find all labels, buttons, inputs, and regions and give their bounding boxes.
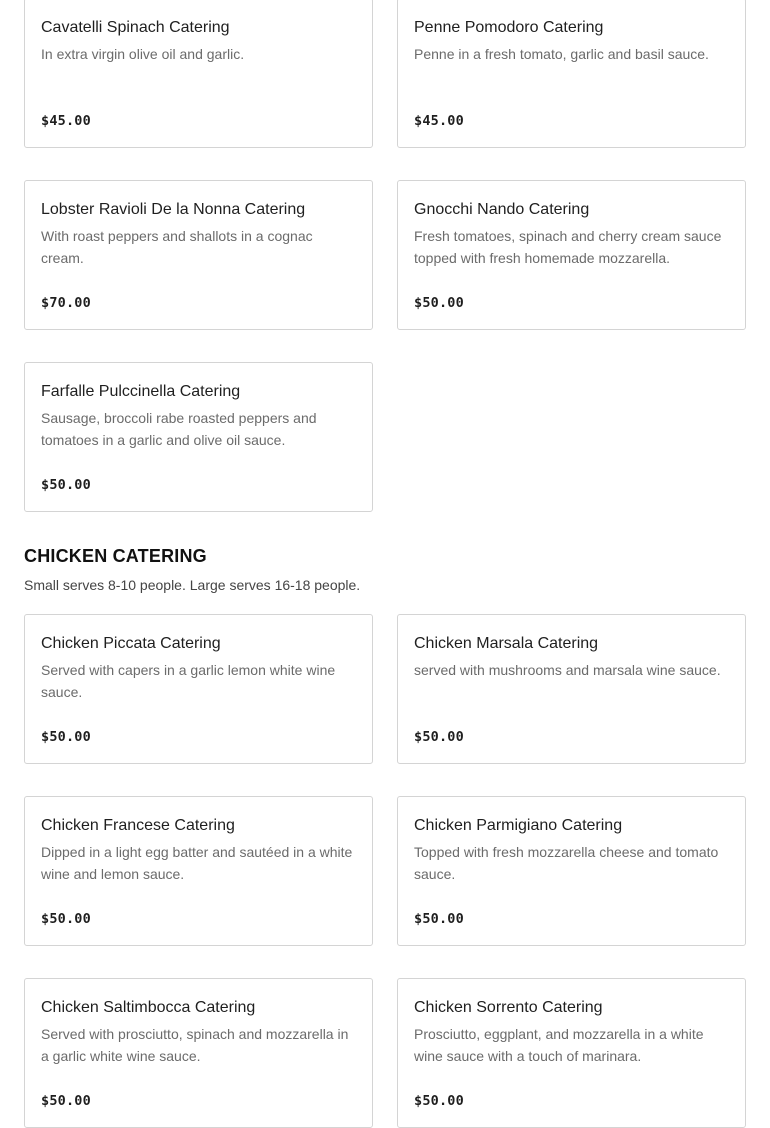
item-description: With roast peppers and shallots in a cognac cream.: [41, 228, 313, 266]
section-title: CHICKEN CATERING: [24, 546, 207, 566]
item-price: $50.00: [41, 477, 91, 493]
menu-item-card[interactable]: [397, 978, 746, 1128]
item-name: Gnocchi Nando Catering: [414, 201, 590, 218]
item-name: Chicken Francese Catering: [41, 817, 235, 834]
item-name: Chicken Sorrento Catering: [414, 999, 603, 1016]
menu-item-card[interactable]: [24, 614, 373, 764]
pasta-items-grid: [24, 0, 746, 512]
chicken-items-grid: [24, 614, 746, 1128]
item-price: $50.00: [41, 911, 91, 927]
item-price: $45.00: [414, 113, 464, 129]
menu-item-card[interactable]: [397, 614, 746, 764]
menu-item-card[interactable]: [24, 180, 373, 330]
menu-item-card[interactable]: [24, 978, 373, 1128]
item-description: served with mushrooms and marsala wine sauce.: [414, 662, 721, 678]
menu-item-card[interactable]: [24, 362, 373, 512]
menu-item-card[interactable]: [397, 180, 746, 330]
item-description: Prosciutto, eggplant, and mozzarella in a white wine sauce with a touch of marinara.: [414, 1026, 704, 1064]
item-description: Dipped in a light egg batter and sautéed in a white wine and lemon sauce.: [41, 844, 353, 882]
item-name: Penne Pomodoro Catering: [414, 19, 604, 36]
item-price: $50.00: [414, 1093, 464, 1109]
catering-menu: [24, 0, 746, 1128]
item-name: Lobster Ravioli De la Nonna Catering: [41, 201, 306, 218]
item-description: Sausage, broccoli rabe roasted peppers and tomatoes in a garlic and olive oil sauce.: [41, 410, 317, 448]
item-description: Topped with fresh mozzarella cheese and tomato sauce.: [414, 844, 719, 882]
item-name: Chicken Piccata Catering: [41, 635, 221, 652]
item-price: $50.00: [414, 295, 464, 311]
item-price: $50.00: [41, 729, 91, 745]
item-price: $50.00: [41, 1093, 91, 1109]
item-price: $50.00: [414, 911, 464, 927]
item-description: Served with prosciutto, spinach and mozzarella in a garlic white wine sauce.: [41, 1026, 349, 1064]
item-description: Served with capers in a garlic lemon white wine sauce.: [41, 662, 336, 700]
chicken-catering-section: [24, 544, 746, 1128]
item-name: Cavatelli Spinach Catering: [41, 19, 230, 36]
menu-item-card[interactable]: [397, 0, 746, 148]
item-description: In extra virgin olive oil and garlic.: [41, 46, 245, 62]
item-name: Farfalle Pulccinella Catering: [41, 383, 241, 400]
item-price: $70.00: [41, 295, 91, 311]
item-name: Chicken Marsala Catering: [414, 635, 599, 652]
menu-item-card[interactable]: [24, 796, 373, 946]
section-subtitle: Small serves 8-10 people. Large serves 16-18 people.: [24, 577, 361, 593]
menu-item-card[interactable]: [397, 796, 746, 946]
item-price: $50.00: [414, 729, 464, 745]
item-price: $45.00: [41, 113, 91, 129]
item-name: Chicken Saltimbocca Catering: [41, 999, 256, 1016]
item-description: Fresh tomatoes, spinach and cherry cream sauce topped with fresh homemade mozzarella.: [414, 228, 722, 266]
menu-item-card[interactable]: [24, 0, 373, 148]
item-name: Chicken Parmigiano Catering: [414, 817, 623, 834]
item-description: Penne in a fresh tomato, garlic and basil sauce.: [414, 46, 709, 62]
